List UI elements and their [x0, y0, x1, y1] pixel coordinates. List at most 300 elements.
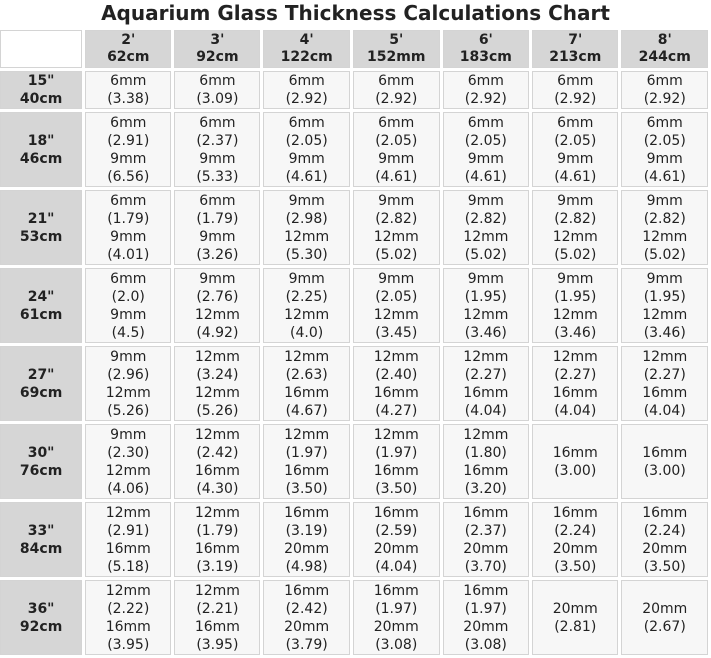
- thickness-cell: [85, 268, 171, 343]
- thickness-cell: [174, 190, 260, 265]
- thickness-cell: [443, 346, 529, 421]
- safety-factor: (5.02): [643, 246, 686, 263]
- safety-factor: (2.37): [196, 132, 239, 149]
- thickness-cell: [443, 580, 529, 655]
- glass-thickness: 6mm: [110, 73, 147, 89]
- length-metric: 244cm: [638, 49, 691, 65]
- glass-thickness: 12mm: [284, 348, 330, 365]
- glass-thickness: 6mm: [199, 73, 236, 89]
- safety-factor: (5.02): [464, 246, 507, 263]
- height-metric: 40cm: [19, 91, 63, 107]
- thickness-cell: [174, 580, 260, 655]
- glass-thickness: 16mm: [373, 504, 419, 521]
- row-header-height: [0, 190, 82, 265]
- glass-thickness: 12mm: [463, 228, 509, 245]
- thickness-cell: [353, 424, 440, 499]
- height-metric: 69cm: [19, 384, 63, 401]
- glass-thickness: 16mm: [194, 540, 240, 557]
- table-row: [0, 424, 708, 499]
- safety-factor: (3.50): [285, 480, 328, 497]
- length-feet: 2': [121, 32, 136, 48]
- height-metric: 46cm: [19, 150, 63, 167]
- column-header-length: [532, 30, 618, 68]
- glass-thickness: 12mm: [105, 504, 151, 521]
- safety-factor: (2.81): [554, 618, 597, 635]
- height-metric: 84cm: [19, 540, 63, 557]
- column-header-length: [85, 30, 171, 68]
- row-header-height: [0, 112, 82, 187]
- safety-factor: (3.08): [375, 636, 418, 653]
- safety-factor: (3.45): [375, 324, 418, 341]
- safety-factor: (1.95): [464, 288, 507, 305]
- glass-thickness: 12mm: [373, 348, 419, 365]
- thickness-cell: [263, 112, 349, 187]
- glass-thickness: 16mm: [194, 462, 240, 479]
- length-feet: 5': [389, 32, 404, 48]
- glass-thickness: 9mm: [110, 228, 147, 245]
- thickness-cell: [174, 71, 260, 109]
- safety-factor: (2.92): [643, 91, 686, 107]
- safety-factor: (2.92): [464, 91, 507, 107]
- safety-factor: (2.27): [464, 366, 507, 383]
- safety-factor: (5.30): [285, 246, 328, 263]
- safety-factor: (4.27): [375, 402, 418, 419]
- thickness-cell: [532, 268, 618, 343]
- glass-thickness: 12mm: [373, 426, 419, 443]
- safety-factor: (3.00): [643, 462, 686, 479]
- safety-factor: (2.05): [643, 132, 686, 149]
- table-row: [0, 190, 708, 265]
- height-metric: 61cm: [19, 306, 63, 323]
- safety-factor: (4.30): [196, 480, 239, 497]
- height-inches: 27": [27, 366, 55, 383]
- thickness-cell: [85, 346, 171, 421]
- safety-factor: (2.92): [285, 91, 328, 107]
- safety-factor: (3.50): [375, 480, 418, 497]
- safety-factor: (2.24): [643, 522, 686, 539]
- safety-factor: (3.38): [107, 91, 150, 107]
- glass-thickness: 20mm: [552, 600, 598, 617]
- thickness-cell: [174, 112, 260, 187]
- row-header-height: [0, 424, 82, 499]
- glass-thickness: 12mm: [552, 228, 598, 245]
- safety-factor: (2.40): [375, 366, 418, 383]
- safety-factor: (5.02): [375, 246, 418, 263]
- glass-thickness: 20mm: [284, 540, 330, 557]
- thickness-cell: [263, 268, 349, 343]
- glass-thickness: 12mm: [194, 582, 240, 599]
- glass-thickness: 6mm: [110, 192, 147, 209]
- safety-factor: (5.33): [196, 168, 239, 185]
- safety-factor: (2.05): [375, 132, 418, 149]
- glass-thickness: 9mm: [288, 192, 325, 209]
- glass-thickness: 20mm: [642, 540, 688, 557]
- glass-thickness: 9mm: [288, 150, 325, 167]
- glass-thickness-table: [0, 27, 711, 658]
- safety-factor: (2.67): [643, 618, 686, 635]
- safety-factor: (2.37): [464, 522, 507, 539]
- thickness-cell: [443, 502, 529, 577]
- safety-factor: (3.00): [554, 462, 597, 479]
- safety-factor: (2.21): [196, 600, 239, 617]
- safety-factor: (1.97): [375, 444, 418, 461]
- glass-thickness: 6mm: [288, 114, 325, 131]
- glass-thickness: 12mm: [463, 306, 509, 323]
- glass-thickness: 16mm: [552, 444, 598, 461]
- glass-thickness: 9mm: [110, 426, 147, 443]
- length-feet: 8': [657, 32, 672, 48]
- thickness-cell: [174, 424, 260, 499]
- glass-thickness: 16mm: [552, 384, 598, 401]
- glass-thickness: 16mm: [463, 504, 509, 521]
- row-header-height: [0, 580, 82, 655]
- thickness-cell: [85, 502, 171, 577]
- safety-factor: (3.50): [643, 558, 686, 575]
- thickness-cell: [353, 502, 440, 577]
- glass-thickness: 6mm: [378, 73, 415, 89]
- glass-thickness: 16mm: [642, 444, 688, 461]
- thickness-cell: [85, 112, 171, 187]
- thickness-cell: [353, 268, 440, 343]
- safety-factor: (3.46): [554, 324, 597, 341]
- length-feet: 6': [478, 32, 493, 48]
- safety-factor: (3.70): [464, 558, 507, 575]
- safety-factor: (5.18): [107, 558, 150, 575]
- glass-thickness: 6mm: [646, 73, 683, 89]
- safety-factor: (4.61): [554, 168, 597, 185]
- glass-thickness: 16mm: [552, 504, 598, 521]
- glass-thickness: 16mm: [105, 540, 151, 557]
- safety-factor: (4.61): [643, 168, 686, 185]
- glass-thickness: 6mm: [467, 114, 504, 131]
- height-inches: 24": [27, 288, 55, 305]
- thickness-cell: [353, 71, 440, 109]
- safety-factor: (1.79): [107, 210, 150, 227]
- thickness-cell: [85, 190, 171, 265]
- row-header-height: [0, 71, 82, 109]
- thickness-cell: [443, 112, 529, 187]
- glass-thickness: 6mm: [557, 73, 594, 89]
- thickness-cell: [621, 190, 708, 265]
- table-row: [0, 502, 708, 577]
- safety-factor: (1.79): [196, 522, 239, 539]
- glass-thickness: 12mm: [373, 228, 419, 245]
- safety-factor: (4.98): [285, 558, 328, 575]
- safety-factor: (3.95): [107, 636, 150, 653]
- thickness-cell: [263, 424, 349, 499]
- safety-factor: (2.27): [554, 366, 597, 383]
- height-metric: 76cm: [19, 462, 63, 479]
- height-inches: 18": [27, 132, 55, 149]
- glass-thickness: 16mm: [284, 462, 330, 479]
- safety-factor: (2.98): [285, 210, 328, 227]
- safety-factor: (1.95): [643, 288, 686, 305]
- safety-factor: (2.91): [107, 132, 150, 149]
- glass-thickness: 12mm: [284, 306, 330, 323]
- safety-factor: (2.96): [107, 366, 150, 383]
- safety-factor: (3.19): [285, 522, 328, 539]
- corner-cell: [0, 30, 82, 68]
- table-row: [0, 71, 708, 109]
- glass-thickness: 20mm: [463, 618, 509, 635]
- length-feet: 4': [299, 32, 314, 48]
- safety-factor: (2.30): [107, 444, 150, 461]
- glass-thickness: 16mm: [373, 582, 419, 599]
- safety-factor: (2.59): [375, 522, 418, 539]
- column-header-length: [621, 30, 708, 68]
- thickness-cell: [621, 268, 708, 343]
- height-metric: 53cm: [19, 228, 63, 245]
- column-header-length: [174, 30, 260, 68]
- thickness-cell: [532, 346, 618, 421]
- height-inches: 30": [27, 444, 55, 461]
- glass-thickness: 16mm: [284, 384, 330, 401]
- glass-thickness: 12mm: [105, 462, 151, 479]
- glass-thickness: 12mm: [105, 384, 151, 401]
- glass-thickness: 16mm: [105, 618, 151, 635]
- glass-thickness: 6mm: [110, 114, 147, 131]
- glass-thickness: 6mm: [288, 73, 325, 89]
- glass-thickness: 9mm: [378, 150, 415, 167]
- glass-thickness: 9mm: [467, 192, 504, 209]
- row-header-height: [0, 268, 82, 343]
- length-metric: 122cm: [280, 49, 333, 65]
- glass-thickness: 16mm: [642, 384, 688, 401]
- table-row: [0, 346, 708, 421]
- glass-thickness: 9mm: [378, 270, 415, 287]
- safety-factor: (5.26): [196, 402, 239, 419]
- height-inches: 33": [27, 522, 55, 539]
- glass-thickness: 20mm: [284, 618, 330, 635]
- glass-thickness: 12mm: [552, 348, 598, 365]
- safety-factor: (4.61): [285, 168, 328, 185]
- safety-factor: (2.42): [196, 444, 239, 461]
- glass-thickness: 6mm: [467, 73, 504, 89]
- chart-title: Aquarium Glass Thickness Calculations Chart: [101, 1, 610, 25]
- safety-factor: (3.95): [196, 636, 239, 653]
- glass-thickness: 16mm: [463, 384, 509, 401]
- glass-thickness: 9mm: [646, 270, 683, 287]
- glass-thickness: 9mm: [110, 348, 147, 365]
- glass-thickness: 12mm: [194, 384, 240, 401]
- safety-factor: (4.92): [196, 324, 239, 341]
- thickness-cell: [174, 268, 260, 343]
- safety-factor: (2.22): [107, 600, 150, 617]
- safety-factor: (3.08): [464, 636, 507, 653]
- glass-thickness: 16mm: [642, 504, 688, 521]
- safety-factor: (3.46): [643, 324, 686, 341]
- height-metric: 92cm: [19, 618, 63, 635]
- glass-thickness: 16mm: [373, 384, 419, 401]
- safety-factor: (4.61): [375, 168, 418, 185]
- glass-thickness: 9mm: [110, 306, 147, 323]
- safety-factor: (3.26): [196, 246, 239, 263]
- glass-thickness: 12mm: [194, 504, 240, 521]
- safety-factor: (2.05): [285, 132, 328, 149]
- safety-factor: (2.27): [643, 366, 686, 383]
- safety-factor: (3.79): [285, 636, 328, 653]
- glass-thickness: 12mm: [194, 426, 240, 443]
- length-metric: 152mm: [367, 49, 426, 65]
- safety-factor: (2.24): [554, 522, 597, 539]
- safety-factor: (2.76): [196, 288, 239, 305]
- safety-factor: (4.67): [285, 402, 328, 419]
- safety-factor: (1.97): [464, 600, 507, 617]
- safety-factor: (3.24): [196, 366, 239, 383]
- glass-thickness: 12mm: [463, 426, 509, 443]
- height-inches: 21": [27, 210, 55, 227]
- glass-thickness: 16mm: [463, 462, 509, 479]
- safety-factor: (2.05): [375, 288, 418, 305]
- glass-thickness: 9mm: [378, 192, 415, 209]
- thickness-cell: [263, 346, 349, 421]
- thickness-cell: [353, 580, 440, 655]
- row-header-height: [0, 502, 82, 577]
- glass-thickness: 12mm: [284, 228, 330, 245]
- safety-factor: (2.05): [464, 132, 507, 149]
- glass-thickness: 9mm: [557, 150, 594, 167]
- safety-factor: (2.92): [375, 91, 418, 107]
- safety-factor: (4.0): [290, 324, 324, 341]
- thickness-cell: [174, 502, 260, 577]
- glass-thickness: 12mm: [552, 306, 598, 323]
- safety-factor: (2.25): [285, 288, 328, 305]
- safety-factor: (6.56): [107, 168, 150, 185]
- table-row: [0, 268, 708, 343]
- safety-factor: (4.01): [107, 246, 150, 263]
- thickness-cell: [443, 424, 529, 499]
- safety-factor: (2.42): [285, 600, 328, 617]
- safety-factor: (4.04): [643, 402, 686, 419]
- glass-thickness: 9mm: [646, 192, 683, 209]
- safety-factor: (2.82): [375, 210, 418, 227]
- glass-thickness: 9mm: [288, 270, 325, 287]
- length-metric: 62cm: [107, 49, 150, 65]
- glass-thickness: 20mm: [552, 540, 598, 557]
- length-metric: 92cm: [196, 49, 239, 65]
- safety-factor: (3.19): [196, 558, 239, 575]
- glass-thickness: 20mm: [373, 540, 419, 557]
- safety-factor: (1.95): [554, 288, 597, 305]
- length-feet: 7': [568, 32, 583, 48]
- glass-thickness: 12mm: [284, 426, 330, 443]
- thickness-cell: [443, 71, 529, 109]
- glass-thickness: 9mm: [467, 150, 504, 167]
- glass-thickness: 20mm: [463, 540, 509, 557]
- glass-thickness: 16mm: [194, 618, 240, 635]
- safety-factor: (1.80): [464, 444, 507, 461]
- glass-thickness: 6mm: [646, 114, 683, 131]
- glass-thickness: 6mm: [378, 114, 415, 131]
- thickness-cell: [532, 190, 618, 265]
- thickness-cell: [353, 190, 440, 265]
- glass-thickness: 12mm: [642, 228, 688, 245]
- safety-factor: (4.04): [554, 402, 597, 419]
- length-metric: 213cm: [549, 49, 602, 65]
- glass-thickness: 6mm: [557, 114, 594, 131]
- thickness-cell: [263, 502, 349, 577]
- safety-factor: (4.5): [111, 324, 145, 341]
- thickness-cell: [353, 112, 440, 187]
- safety-factor: (1.97): [375, 600, 418, 617]
- thickness-cell: [443, 268, 529, 343]
- safety-factor: (3.09): [196, 91, 239, 107]
- safety-factor: (1.97): [285, 444, 328, 461]
- safety-factor: (1.79): [196, 210, 239, 227]
- safety-factor: (2.63): [285, 366, 328, 383]
- thickness-cell: [532, 424, 618, 499]
- length-metric: 183cm: [459, 49, 512, 65]
- thickness-cell: [532, 71, 618, 109]
- glass-thickness: 9mm: [467, 270, 504, 287]
- thickness-cell: [621, 424, 708, 499]
- safety-factor: (5.02): [554, 246, 597, 263]
- length-feet: 3': [210, 32, 225, 48]
- glass-thickness: 9mm: [199, 270, 236, 287]
- row-header-height: [0, 346, 82, 421]
- thickness-cell: [85, 424, 171, 499]
- glass-thickness: 9mm: [110, 150, 147, 167]
- glass-thickness: 12mm: [463, 348, 509, 365]
- height-inches: 36": [27, 600, 55, 617]
- safety-factor: (4.61): [464, 168, 507, 185]
- glass-thickness: 16mm: [284, 504, 330, 521]
- glass-thickness: 12mm: [194, 348, 240, 365]
- thickness-cell: [621, 71, 708, 109]
- thickness-cell: [443, 190, 529, 265]
- glass-thickness: 12mm: [373, 306, 419, 323]
- safety-factor: (2.82): [464, 210, 507, 227]
- safety-factor: (2.82): [643, 210, 686, 227]
- thickness-cell: [621, 346, 708, 421]
- table-row: [0, 580, 708, 655]
- thickness-cell: [263, 580, 349, 655]
- thickness-cell: [353, 346, 440, 421]
- safety-factor: (3.50): [554, 558, 597, 575]
- glass-thickness: 12mm: [194, 306, 240, 323]
- thickness-cell: [621, 502, 708, 577]
- glass-thickness: 9mm: [199, 228, 236, 245]
- column-header-length: [263, 30, 349, 68]
- column-header-length: [443, 30, 529, 68]
- thickness-cell: [85, 580, 171, 655]
- glass-thickness: 12mm: [642, 348, 688, 365]
- glass-thickness: 16mm: [463, 582, 509, 599]
- glass-thickness: 6mm: [110, 270, 147, 287]
- safety-factor: (4.06): [107, 480, 150, 497]
- safety-factor: (2.82): [554, 210, 597, 227]
- thickness-cell: [263, 71, 349, 109]
- thickness-cell: [532, 580, 618, 655]
- safety-factor: (2.05): [554, 132, 597, 149]
- column-header-row: [0, 30, 708, 68]
- thickness-cell: [532, 112, 618, 187]
- glass-thickness: 12mm: [105, 582, 151, 599]
- thickness-cell: [85, 71, 171, 109]
- glass-thickness: 16mm: [284, 582, 330, 599]
- safety-factor: (2.0): [111, 288, 145, 305]
- thickness-cell: [532, 502, 618, 577]
- safety-factor: (2.91): [107, 522, 150, 539]
- table-row: [0, 112, 708, 187]
- glass-thickness: 9mm: [646, 150, 683, 167]
- safety-factor: (3.46): [464, 324, 507, 341]
- safety-factor: (4.04): [375, 558, 418, 575]
- glass-thickness: 6mm: [199, 114, 236, 131]
- column-header-length: [353, 30, 440, 68]
- safety-factor: (2.92): [554, 91, 597, 107]
- safety-factor: (5.26): [107, 402, 150, 419]
